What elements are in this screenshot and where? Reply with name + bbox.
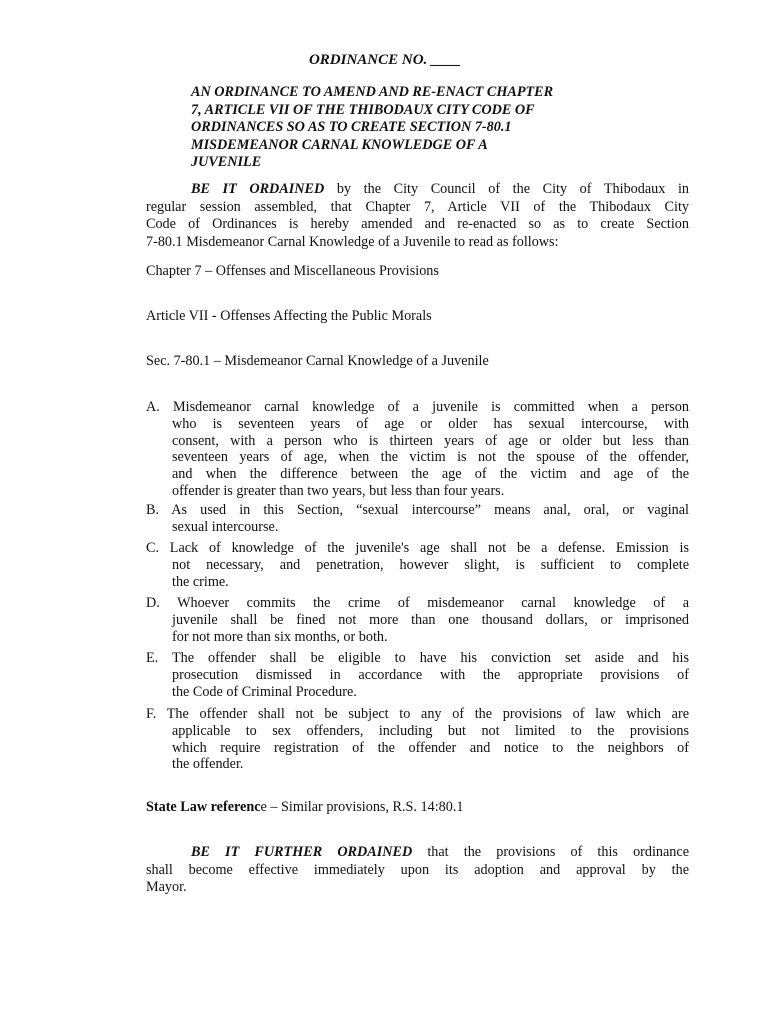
further-ordained-paragraph	[146, 844, 689, 897]
intro-line	[146, 181, 689, 199]
section-heading: Sec. 7-80.1 – Misdemeanor Carnal Knowledge of a Juvenile	[146, 353, 489, 369]
provision-line: who is seventeen years of age or older has sexual intercourse, with	[172, 415, 689, 432]
further-lead: BE IT FURTHER ORDAINED	[191, 844, 413, 860]
provision-line: the offender.	[172, 756, 244, 773]
intro-line1-rest: by the City Council of the City of Thibodaux in	[324, 181, 689, 197]
provision-line: D. Whoever commits the crime of misdemeanor carnal knowledge of a	[146, 595, 689, 611]
state-law-label: State Law referenc	[146, 799, 261, 815]
chapter-heading: Chapter 7 – Offenses and Miscellaneous Provisions	[146, 263, 439, 279]
provision-line: E. The offender shall be eligible to have his conviction set aside and his	[146, 650, 689, 666]
intro-line: 7-80.1 Misdemeanor Carnal Knowledge of a Juvenile to read as follows:	[146, 233, 559, 250]
further-line	[146, 844, 689, 862]
provision-d	[146, 595, 689, 645]
provision-line: not necessary, and penetration, however slight, is sufficient to complete	[172, 556, 689, 573]
intro-line: Code of Ordinances is hereby amended and re-enacted so as to create Section	[146, 216, 689, 232]
ordinance-title: ORDINANCE NO. ____	[308, 52, 462, 68]
provision-line: B. As used in this Section, “sexual intercourse” means anal, oral, or vaginal	[146, 502, 689, 518]
heading-line: JUVENILE	[191, 154, 262, 170]
provision-line: C. Lack of knowledge of the juvenile's age shall not be a defense. Emission is	[146, 540, 689, 556]
provision-line: which require registration of the offender and notice to the neighbors of	[172, 739, 689, 756]
heading-line: ORDINANCES SO AS TO CREATE SECTION 7-80.1	[191, 119, 512, 135]
provision-line: and when the difference between the age of the victim and age of the	[172, 466, 689, 483]
provision-line: seventeen years of age, when the victim is not the spouse of the offender,	[172, 449, 689, 466]
state-law-reference	[146, 799, 463, 817]
ordinance-heading	[191, 84, 661, 172]
provision-a	[146, 399, 689, 500]
provision-line: sexual intercourse.	[172, 518, 279, 535]
provision-e	[146, 650, 689, 700]
further-line: Mayor.	[146, 879, 187, 895]
provision-line: applicable to sex offenders, including but not limited to the provisions	[172, 722, 689, 739]
provision-line: juvenile shall be fined not more than one thousand dollars, or imprisoned	[172, 611, 689, 628]
provision-line: for not more than six months, or both.	[172, 628, 388, 645]
intro-line: regular session assembled, that Chapter 7, Article VII of the Thibodaux City	[146, 198, 689, 215]
provision-line: A. Misdemeanor carnal knowledge of a juvenile is committed when a person	[146, 399, 689, 415]
provision-line: the Code of Criminal Procedure.	[172, 683, 357, 700]
heading-line: AN ORDINANCE TO AMEND AND RE-ENACT CHAPTER	[191, 84, 554, 100]
article-heading: Article VII - Offenses Affecting the Public Morals	[146, 308, 432, 324]
provision-line: prosecution dismissed in accordance with the appropriate provisions of	[172, 666, 689, 683]
further-line: shall become effective immediately upon its adoption and approval by the	[146, 861, 689, 878]
intro-paragraph	[146, 181, 689, 251]
state-law-text: e – Similar provisions, R.S. 14:80.1	[260, 799, 464, 815]
provision-c	[146, 540, 689, 590]
provision-line: offender is greater than two years, but less than four years.	[172, 482, 505, 499]
intro-lead: BE IT ORDAINED	[191, 181, 325, 197]
provision-line: F. The offender shall not be subject to any of the provisions of law which are	[146, 706, 689, 722]
heading-line: MISDEMEANOR CARNAL KNOWLEDGE OF A	[191, 136, 488, 153]
provision-line: the crime.	[172, 573, 229, 590]
further-line1-rest: that the provisions of this ordinance	[412, 844, 689, 860]
provision-f	[146, 706, 689, 773]
heading-line: 7, ARTICLE VII OF THE THIBODAUX CITY CODE OF	[191, 101, 535, 118]
provision-line: consent, with a person who is thirteen years of age or older but less than	[172, 432, 689, 449]
provision-b	[146, 502, 689, 536]
